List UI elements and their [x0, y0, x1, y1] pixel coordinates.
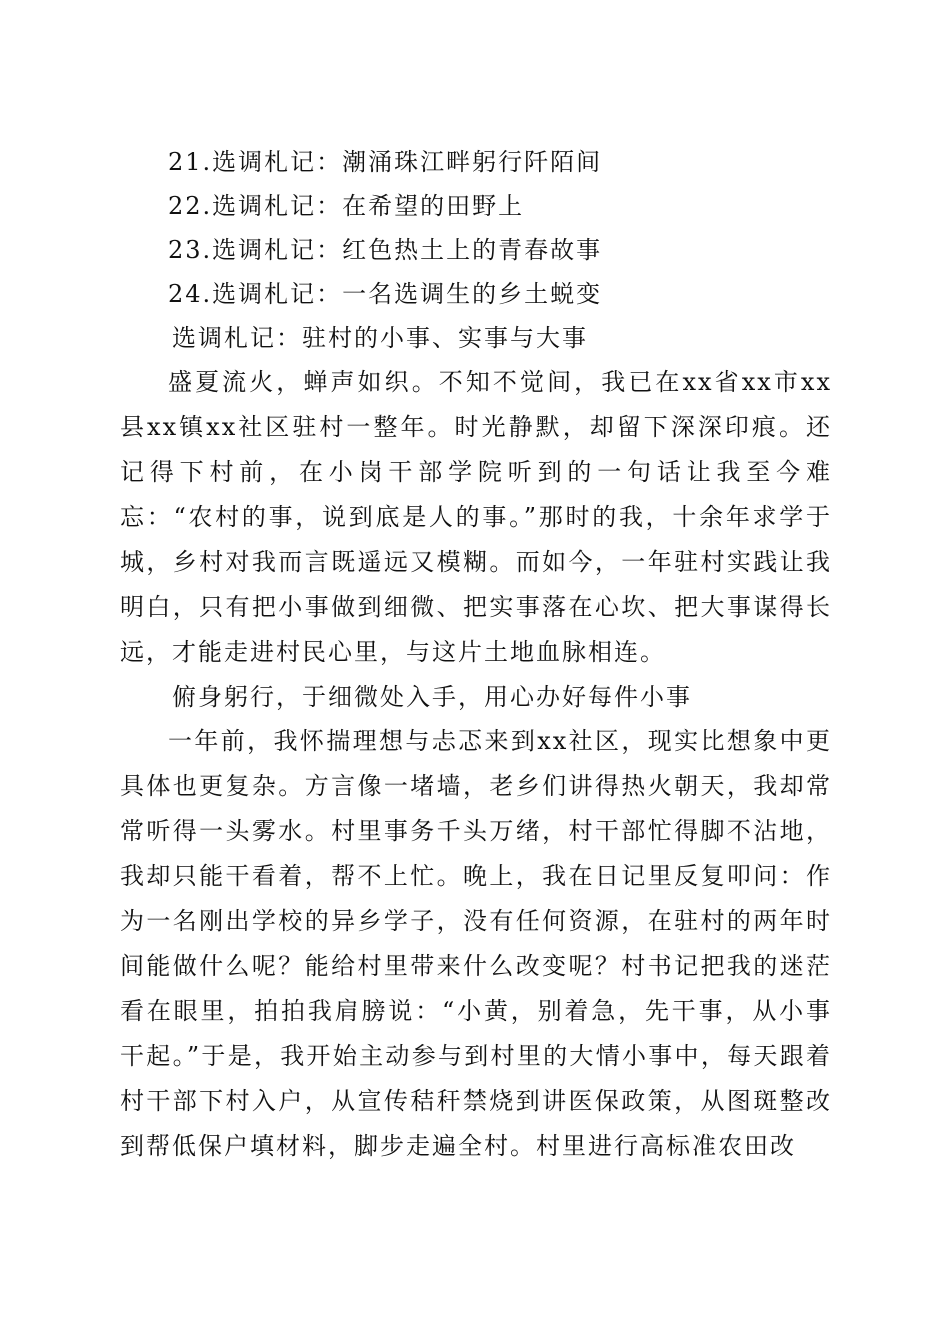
section-heading: 俯身躬行，于细微处入手，用心办好每件小事	[172, 683, 692, 711]
toc-item: 21.选调札记：潮涌珠江畔躬行阡陌间	[168, 148, 603, 176]
toc-item: 23.选调札记：红色热土上的青春故事	[168, 236, 603, 264]
article-title: 选调札记：驻村的小事、实事与大事	[172, 324, 588, 352]
toc-item: 24.选调札记：一名选调生的乡土蜕变	[168, 280, 603, 308]
intro-paragraph: 盛夏流火，蝉声如织。不知不觉间，我已在xx省xx市xx县xx镇xx社区驻村一整年。时光静默，却留下深深印痕。还记得下村前，在小岗干部学院听到的一句话让我至今难忘：“农村的事，说到底是人的事。”那时的我，十余年求学于城，乡村对我而言既遥远又模糊。而如今，一年驻村实践让我明白，只有把小事做到细微、把实事落在心坎、把大事谋得长远，才能走进村民心里，与这片土地血脉相连。	[120, 368, 832, 666]
toc-list	[120, 140, 832, 316]
document-page	[120, 140, 832, 1169]
section-paragraph: 一年前，我怀揣理想与忐忑来到xx社区，现实比想象中更具体也更复杂。方言像一堵墙，老乡们讲得热火朝天，我却常常听得一头雾水。村里事务千头万绪，村干部忙得脚不沾地，我却只能干看着，帮不上忙。晚上，我在日记里反复叩问：作为一名刚出学校的异乡学子，没有任何资源，在驻村的两年时间能做什么呢？能给村里带来什么改变呢？村书记把我的迷茫看在眼里，拍拍我肩膀说：“小黄，别着急，先干事，从小事干起。”于是，我开始主动参与到村里的大情小事中，每天跟着村干部下村入户，从宣传秸秆禁烧到讲医保政策，从图斑整改到帮低保户填材料，脚步走遍全村。村里进行高标准农田改	[120, 727, 832, 1160]
toc-item: 22.选调札记：在希望的田野上	[168, 192, 525, 220]
